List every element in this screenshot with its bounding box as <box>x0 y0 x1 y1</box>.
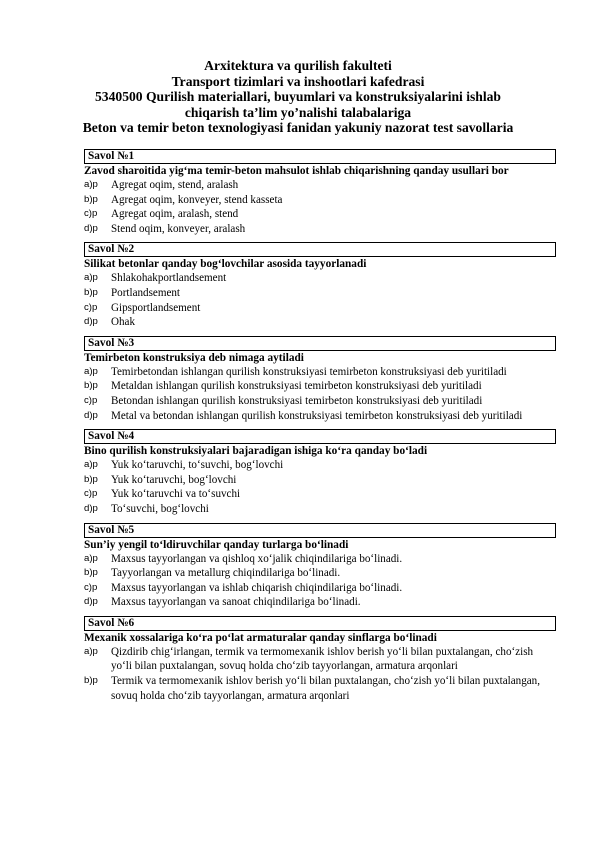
option-label: a)p <box>84 459 98 471</box>
option-text: Maxsus tayyorlangan va ishlab chiqarish chiqindilariga bo‘linadi. <box>111 581 403 594</box>
answer-option <box>84 222 556 237</box>
program-title: 5340500 Qurilish materiallari, buyumlari va konstruksiyalarini ishlab <box>95 89 501 104</box>
option-text: Stend oqim, konveyer, aralash <box>111 222 246 235</box>
answer-option <box>84 458 556 473</box>
option-label: a)p <box>84 272 98 284</box>
option-text: Maxsus tayyorlangan va qishloq xo‘jalik chiqindilariga bo‘linadi. <box>111 552 403 565</box>
question-block <box>84 429 556 516</box>
option-text: Portlandsement <box>111 286 181 299</box>
option-label: d)p <box>84 222 98 234</box>
option-text: Qizdirib chig‘irlangan, termik va termomexanik ishlov berish yo‘li bilan puxtalangan, cho‘zish yo‘li bilan puxtalangan, sovuq holda cho‘zib tayyorlangan, armatura arqonlari <box>111 645 534 673</box>
answer-option <box>84 207 556 222</box>
option-text: Temirbetondan ishlangan qurilish konstruksiyasi temirbeton konstruksiyasi deb yuritiladi <box>111 365 507 378</box>
question-number: Savol №1 <box>84 149 556 164</box>
question-text: Temirbeton konstruksiya deb nimaga aytiladi <box>84 351 304 364</box>
option-label: d)p <box>84 316 98 328</box>
answer-option <box>84 193 556 208</box>
question-number: Savol №2 <box>84 242 556 257</box>
answer-option <box>84 581 556 596</box>
option-label: c)p <box>84 394 98 406</box>
answer-option <box>84 301 556 316</box>
question-text: Mexanik xossalariga ko‘ra po‘lat armaturalar qanday sinflarga bo‘linadi <box>84 631 437 644</box>
option-text: Tayyorlangan va metallurg chiqindilariga bo‘linadi. <box>111 567 341 580</box>
option-label: b)p <box>84 193 98 205</box>
option-label: d)p <box>84 502 98 514</box>
department-title: Transport tizimlari va inshootlari kafedrasi <box>171 73 425 89</box>
answer-option <box>84 595 556 610</box>
answer-option <box>84 566 556 581</box>
option-label: b)p <box>84 473 98 485</box>
option-text: Maxsus tayyorlangan va sanoat chiqindilariga bo‘linadi. <box>111 596 361 609</box>
option-label: c)p <box>84 301 98 313</box>
question-block <box>84 616 556 703</box>
option-text: Ohak <box>111 316 136 329</box>
option-label: b)p <box>84 380 98 392</box>
option-label: c)p <box>84 581 98 593</box>
answer-option <box>84 674 556 703</box>
option-text: Yuk ko‘taruvchi, to‘suvchi, bog‘lovchi <box>111 459 284 472</box>
option-label: a)p <box>84 645 98 657</box>
option-text: Shlakohakportlandsement <box>111 272 227 285</box>
question-block <box>84 149 556 236</box>
option-label: c)p <box>84 488 98 500</box>
option-text: To‘suvchi, bog‘lovchi <box>111 502 209 515</box>
answer-option <box>84 286 556 301</box>
question-text: Sun’iy yengil to‘ldiruvchilar qanday turlarga bo‘linadi <box>84 538 349 551</box>
option-label: c)p <box>84 208 98 220</box>
answer-option <box>84 178 556 193</box>
question-block <box>84 242 556 329</box>
option-text: Agregat oqim, aralash, stend <box>111 208 239 221</box>
answer-option <box>84 315 556 330</box>
answer-option <box>84 271 556 286</box>
option-text: Termik va termomexanik ishlov berish yo‘li bilan puxtalangan, cho‘zish yo‘li bilan puxtalangan, sovuq holda cho‘zib tayyorlangan, armatura arqonlari <box>111 675 540 702</box>
question-block <box>84 336 556 423</box>
option-label: b)p <box>84 567 98 579</box>
option-text: Betondan ishlangan qurilish konstruksiyasi temirbeton konstruksiyasi deb yuritiladi <box>111 394 483 407</box>
option-label: a)p <box>84 552 98 564</box>
option-text: Yuk ko‘taruvchi, bog‘lovchi <box>111 473 237 486</box>
test-title: Beton va temir beton texnologiyasi fanidan yakuniy nazorat test savollaria <box>82 120 514 135</box>
option-text: Yuk ko‘taruvchi va to‘suvchi <box>111 488 241 501</box>
option-text: Gipsportlandsement <box>111 301 201 314</box>
question-text: Silikat betonlar qanday bog‘lovchilar asosida tayyorlanadi <box>84 258 367 271</box>
question-number: Savol №6 <box>84 616 556 631</box>
option-label: a)p <box>84 365 98 377</box>
answer-option <box>84 552 556 567</box>
question-text: Zavod sharoitida yig‘ma temir-beton mahsulot ishlab chiqarishning qanday usullari bor <box>84 165 509 177</box>
question-list <box>84 149 556 709</box>
option-label: a)p <box>84 179 98 190</box>
answer-option <box>84 365 556 380</box>
question-number: Savol №5 <box>84 523 556 538</box>
option-label: b)p <box>84 286 98 298</box>
option-label: d)p <box>84 596 98 608</box>
faculty-title: Arxitektura va qurilish fakulteti <box>204 58 392 73</box>
option-text: Metal va betondan ishlangan qurilish konstruksiyasi temirbeton konstruksiyasi deb yuritiladi <box>111 409 523 422</box>
option-label: d)p <box>84 409 98 421</box>
option-text: Metaldan ishlangan qurilish konstruksiyasi temirbeton konstruksiyasi deb yuritiladi <box>111 380 482 393</box>
option-label: b)p <box>84 675 98 687</box>
option-text: Agregat oqim, stend, aralash <box>111 179 239 191</box>
answer-option <box>84 487 556 502</box>
question-number: Savol №3 <box>84 336 556 351</box>
answer-option <box>84 394 556 409</box>
question-number: Savol №4 <box>84 429 556 444</box>
answer-option <box>84 473 556 488</box>
answer-option <box>84 502 556 517</box>
answer-option <box>84 379 556 394</box>
answer-option <box>84 409 556 424</box>
answer-option <box>84 645 556 674</box>
document-header <box>60 58 536 136</box>
question-text: Bino qurilish konstruksiyalari bajaradigan ishiga ko‘ra qanday bo‘ladi <box>84 445 428 458</box>
option-text: Agregat oqim, konveyer, stend kasseta <box>111 193 283 206</box>
question-block <box>84 523 556 610</box>
program-title-continued: chiqarish ta’lim yo’nalishi talabalariga <box>184 104 412 120</box>
